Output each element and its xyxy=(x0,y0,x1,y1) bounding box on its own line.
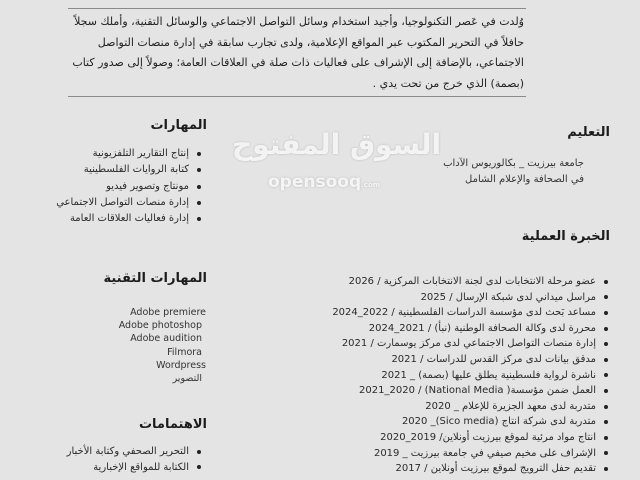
education-line: في الصحافة والإعلام الشامل xyxy=(465,174,584,185)
list-item: انتاج مواد مرئية لموقع بيرزيت أونلاين/ 2019_2020 xyxy=(332,430,610,446)
list-item: كتابة الروايات الفلسطينية xyxy=(56,162,203,178)
list-item: مساعد بَحث لدى مؤسسة الدراسات الفلسطينية / 2022_2024 xyxy=(332,305,610,321)
list-item: العمل ضمن مؤسسة( National Media) / 2021_2020 xyxy=(332,383,610,399)
intro-line: الاجتماعي، بالإضافة إلى الإشراف على فعاليات ذات صلة في العلاقات العامة؛ وصولاً إلى صدور كتاب xyxy=(72,56,524,69)
intro-line: وُلدت في عَصر التكنولوجيا، وأجيد استخدام وسائل التواصل الاجتماعي والوسائل التقنية، وأملك سجلاً xyxy=(74,15,524,28)
list-item: التحرير الصحفي وكتابة الأخبار xyxy=(67,444,203,460)
list-item: مراسل ميداني لدى شبكة الإرسال / 2025 xyxy=(332,290,610,306)
top-divider xyxy=(68,8,526,9)
tech-skill: Filmora xyxy=(167,346,202,358)
intro-paragraph xyxy=(72,12,524,94)
tech-skill: Wordpress xyxy=(156,359,206,371)
tech-skills-list xyxy=(119,306,206,385)
list-item: متدربة لدى معهد الجزيرة للإعلام _ 2020 xyxy=(332,399,610,415)
education-heading: التعليم xyxy=(567,125,610,140)
list-item: إدارة منصات التواصل الاجتماعي لدى مركز يوسمارت / 2021 xyxy=(332,336,610,352)
education-details xyxy=(443,156,584,188)
list-item: ناشرة لرواية فلسطينية يطلق عليها (بصمة) _ 2021 xyxy=(332,368,610,384)
interests-list xyxy=(67,444,203,475)
bottom-divider xyxy=(68,96,526,97)
intro-line: حافلاً في التحرير المكتوب عبر المواقع الإعلامية، ولدى تجارب سابقة في إدارة منصات التواصل xyxy=(97,35,524,49)
watermark-latin-text: opensooq xyxy=(268,172,362,192)
interests-heading: الاهتمامات xyxy=(138,417,207,432)
list-item: إدارة منصات التواصل الاجتماعي xyxy=(56,195,203,211)
list-item: مونتاج وتصوير فيديو xyxy=(56,179,203,195)
opensooq-watermark-latin xyxy=(268,172,380,192)
education-line: جامعة بيرزيت _ بكالوريوس الآداب xyxy=(443,158,584,169)
experience-heading: الخبرة العملية xyxy=(521,229,610,244)
skills-heading: المهارات xyxy=(150,118,207,133)
list-item: إدارة فعاليات العلاقات العامة xyxy=(56,211,203,227)
tech-skills-heading: المهارات التقنية xyxy=(103,271,207,286)
intro-line: (بصمة) الذي خرج من تحت يدي . xyxy=(372,76,524,90)
watermark-suffix: .com xyxy=(361,181,381,189)
experience-list xyxy=(332,274,610,477)
tech-skill: Adobe photoshop xyxy=(118,320,202,332)
list-item: محررة لدى وكالة الصحافة الوطنية (نبأ) / 2021_2024 xyxy=(332,321,610,337)
list-item: عضو مرحلة الانتخابات لدى لجنة الانتخابات المركزية / 2026 xyxy=(332,274,610,290)
opensooq-watermark-arabic: السوق المفتوح xyxy=(232,128,442,161)
tech-skill: Adobe premiere xyxy=(130,307,206,318)
list-item: مدقق بيانات لدى مركز القدس للدراسات / 2021 xyxy=(332,352,610,368)
list-item: متدربة لدى شركة انتاج (Sico media)_ 2020 xyxy=(332,414,610,430)
list-item: تقديم حفل الترويج لموقع بيرزيت أونلاين / 2017 xyxy=(332,461,610,477)
tech-skill: التصوير xyxy=(172,373,202,385)
list-item: إنتاج التقارير التلفزيونية xyxy=(56,146,203,162)
list-item: الكتابة للمواقع الإخبارية xyxy=(67,460,203,476)
skills-list xyxy=(56,146,203,227)
tech-skill: Adobe audition xyxy=(130,333,202,345)
list-item: الإشراف على مخيم صيفي في جامعة بيرزيت _ 2019 xyxy=(332,446,610,462)
